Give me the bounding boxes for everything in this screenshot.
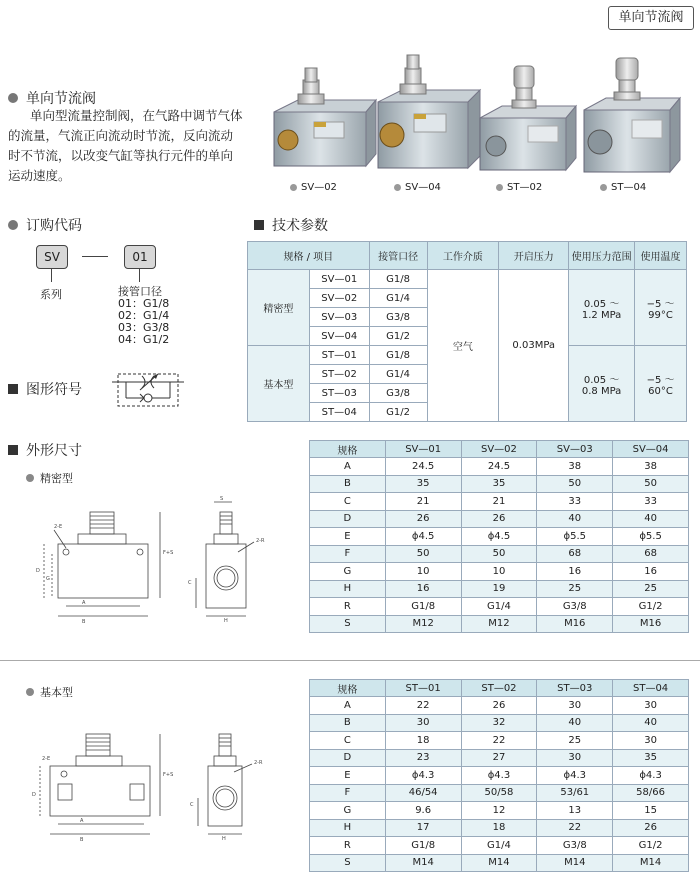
size-title: 接管口径: [118, 285, 162, 298]
dims-cell: 40: [537, 714, 613, 732]
tech-cell: G1/8: [369, 270, 427, 289]
dims-header: ST—04: [613, 680, 689, 697]
dims-row: [310, 749, 689, 767]
dims-cell: M14: [537, 854, 613, 872]
dims-cell: ϕ5.5: [613, 528, 689, 546]
order-heading-text: 订购代码: [26, 218, 82, 234]
dims-cell: 22: [537, 819, 613, 837]
dims-cell: 38: [537, 458, 613, 476]
basic-dims-body: [310, 697, 689, 872]
dims-cell: 12: [461, 802, 537, 820]
dims-cell: 50: [385, 545, 461, 563]
dims-cell: ϕ4.3: [461, 767, 537, 785]
dims-cell: G1/2: [613, 837, 689, 855]
bullet-square-icon: [8, 384, 18, 394]
size-option: 01：G1/8: [118, 297, 170, 310]
dims-cell: 22: [385, 697, 461, 715]
dims-cell: G3/8: [537, 837, 613, 855]
dims-cell: M16: [537, 615, 613, 633]
dims-row-label: A: [310, 458, 386, 476]
dims-cell: M14: [613, 854, 689, 872]
dims-cell: 40: [613, 714, 689, 732]
dims-cell: ϕ4.3: [537, 767, 613, 785]
dims-cell: M14: [461, 854, 537, 872]
product-sv04-image: [378, 55, 480, 168]
dims-cell: 26: [461, 510, 537, 528]
tech-cell: G1/2: [369, 403, 427, 422]
dims-heading-text: 外形尺寸: [26, 443, 82, 459]
dims-cell: 38: [613, 458, 689, 476]
pressure-range-cell: 0.05 ～ 1.2 MPa: [569, 270, 635, 346]
precision-label-text: 精密型: [40, 472, 73, 485]
dims-header: ST—03: [537, 680, 613, 697]
dims-heading: [8, 440, 82, 460]
dims-row: [310, 580, 689, 598]
tech-cell: SV—04: [309, 327, 369, 346]
tech-cell: G1/4: [369, 289, 427, 308]
dims-header: 规格: [310, 680, 386, 697]
dims-row: [310, 819, 689, 837]
dims-row-label: E: [310, 767, 386, 785]
dims-cell: 17: [385, 819, 461, 837]
product-st02-image: [480, 66, 576, 170]
dims-cell: M12: [461, 615, 537, 633]
dims-row-label: C: [310, 493, 386, 511]
pressure-range-cell: 0.05 ～ 0.8 MPa: [569, 346, 635, 422]
dims-cell: 21: [385, 493, 461, 511]
dims-row-label: B: [310, 714, 386, 732]
dims-row: [310, 837, 689, 855]
dims-row: [310, 545, 689, 563]
svg-text:F+S: F+S: [163, 550, 174, 556]
dims-row: [310, 563, 689, 581]
dims-cell: 26: [385, 510, 461, 528]
dims-cell: 16: [385, 580, 461, 598]
svg-text:C: C: [190, 802, 194, 808]
dims-row: [310, 732, 689, 750]
dims-header: SV—04: [613, 441, 689, 458]
dims-cell: 21: [461, 493, 537, 511]
basic-label-text: 基本型: [40, 686, 73, 699]
product-sv02-image: [274, 68, 376, 166]
dims-row-label: F: [310, 784, 386, 802]
dims-row: [310, 714, 689, 732]
dims-cell: ϕ4.3: [613, 767, 689, 785]
dims-row: [310, 615, 689, 633]
dims-cell: 30: [537, 749, 613, 767]
bullet-icon: [26, 688, 34, 696]
tech-table: [247, 241, 687, 422]
dims-cell: 46/54: [385, 784, 461, 802]
order-heading: [8, 215, 82, 235]
dims-row-label: G: [310, 802, 386, 820]
intro-line: 的流量，气流正向流动时节流，反向流动: [8, 128, 234, 143]
dims-row-label: S: [310, 854, 386, 872]
dims-cell: ϕ5.5: [537, 528, 613, 546]
dims-cell: 50: [537, 475, 613, 493]
dims-cell: 26: [613, 819, 689, 837]
dims-cell: M12: [385, 615, 461, 633]
dims-cell: 58/66: [613, 784, 689, 802]
dims-cell: 40: [537, 510, 613, 528]
dims-cell: 15: [613, 802, 689, 820]
temp-cell: −5 ～ 60°C: [635, 346, 687, 422]
dims-cell: 30: [385, 714, 461, 732]
section-divider: [0, 660, 700, 661]
flow-valve-symbol: [112, 370, 184, 410]
open-pressure-cell: 0.03MPa: [499, 270, 569, 422]
svg-text:F+S: F+S: [163, 772, 174, 778]
precision-label: [26, 470, 73, 486]
caption-st04: ST—04: [600, 182, 646, 193]
dims-cell: M16: [613, 615, 689, 633]
precision-dims-table: [309, 440, 689, 633]
dims-row: [310, 802, 689, 820]
svg-text:D: D: [36, 568, 40, 574]
dims-cell: 68: [537, 545, 613, 563]
dims-row: [310, 854, 689, 872]
dims-row: [310, 493, 689, 511]
precision-dims-body: [310, 458, 689, 633]
dims-row: [310, 458, 689, 476]
basic-drawing: [20, 716, 290, 856]
svg-text:C: C: [188, 580, 192, 586]
tech-header: 使用温度: [635, 242, 687, 270]
tech-cell: ST—04: [309, 403, 369, 422]
tech-cell: SV—02: [309, 289, 369, 308]
dims-header: SV—02: [461, 441, 537, 458]
svg-text:A: A: [80, 818, 84, 824]
dims-row: [310, 475, 689, 493]
svg-text:2-R: 2-R: [256, 538, 265, 544]
tech-cell: ST—01: [309, 346, 369, 365]
svg-text:B: B: [80, 837, 84, 843]
series-code-box: SV: [36, 245, 68, 269]
tech-cell: ST—02: [309, 365, 369, 384]
dims-cell: 25: [613, 580, 689, 598]
dims-cell: G1/8: [385, 837, 461, 855]
dims-cell: G3/8: [537, 598, 613, 616]
svg-text:H: H: [224, 618, 228, 624]
dims-cell: 33: [537, 493, 613, 511]
dims-row-label: F: [310, 545, 386, 563]
dims-row: [310, 697, 689, 715]
dims-cell: 24.5: [461, 458, 537, 476]
group-name: 精密型: [248, 270, 310, 346]
dims-cell: 35: [613, 749, 689, 767]
dims-cell: 16: [613, 563, 689, 581]
product-st04-image: [584, 58, 680, 172]
dims-cell: 23: [385, 749, 461, 767]
svg-text:S: S: [220, 496, 224, 502]
bullet-square-icon: [254, 220, 264, 230]
dims-cell: 13: [537, 802, 613, 820]
dims-cell: M14: [385, 854, 461, 872]
dims-row-label: S: [310, 615, 386, 633]
svg-text:2-E: 2-E: [54, 524, 63, 530]
dims-header: ST—01: [385, 680, 461, 697]
dims-cell: 27: [461, 749, 537, 767]
medium-cell: 空气: [427, 270, 499, 422]
dims-row-label: R: [310, 598, 386, 616]
temp-cell: −5 ～ 99°C: [635, 270, 687, 346]
size-option: 02：G1/4: [118, 309, 170, 322]
dims-cell: G1/2: [613, 598, 689, 616]
dims-cell: 19: [461, 580, 537, 598]
svg-text:G: G: [46, 576, 50, 582]
dims-cell: G1/8: [385, 598, 461, 616]
svg-text:D: D: [32, 792, 36, 798]
tech-cell: SV—03: [309, 308, 369, 327]
dims-row-label: H: [310, 580, 386, 598]
tech-cell: SV—01: [309, 270, 369, 289]
dims-row: [310, 784, 689, 802]
tech-cell: G1/8: [369, 346, 427, 365]
intro-heading: [8, 88, 96, 108]
dims-cell: ϕ4.3: [385, 767, 461, 785]
dims-row-label: C: [310, 732, 386, 750]
dims-row-label: R: [310, 837, 386, 855]
dims-cell: 68: [613, 545, 689, 563]
dims-cell: ϕ4.5: [461, 528, 537, 546]
bullet-icon: [8, 220, 18, 230]
svg-text:A: A: [82, 600, 86, 606]
series-label: 系列: [40, 288, 62, 301]
group-name: 基本型: [248, 346, 310, 422]
size-code-box: 01: [124, 245, 156, 269]
dims-cell: 18: [385, 732, 461, 750]
dims-cell: ϕ4.5: [385, 528, 461, 546]
precision-drawing: [20, 492, 290, 632]
dims-cell: 25: [537, 732, 613, 750]
dims-row: [310, 528, 689, 546]
bullet-square-icon: [8, 445, 18, 455]
svg-text:2-R: 2-R: [254, 760, 263, 766]
dims-header: 规格: [310, 441, 386, 458]
tech-header: 规格 / 项目: [248, 242, 370, 270]
tech-cell: G3/8: [369, 384, 427, 403]
dims-row-label: G: [310, 563, 386, 581]
dims-row-label: B: [310, 475, 386, 493]
dims-row-label: D: [310, 510, 386, 528]
dims-cell: 50: [613, 475, 689, 493]
dims-cell: 50/58: [461, 784, 537, 802]
tech-cell: ST—03: [309, 384, 369, 403]
dims-row-label: A: [310, 697, 386, 715]
symbol-heading-text: 图形符号: [26, 382, 82, 398]
dims-row-label: E: [310, 528, 386, 546]
dims-row-label: D: [310, 749, 386, 767]
dims-cell: G1/4: [461, 598, 537, 616]
dims-header: SV—03: [537, 441, 613, 458]
tech-cell: G3/8: [369, 308, 427, 327]
symbol-heading: [8, 379, 82, 399]
svg-text:2-E: 2-E: [42, 756, 51, 762]
size-option: 03：G3/8: [118, 321, 170, 334]
tech-cell: G1/4: [369, 365, 427, 384]
svg-text:H: H: [222, 836, 226, 842]
tech-cell: G1/2: [369, 327, 427, 346]
dims-row-label: H: [310, 819, 386, 837]
dims-cell: 53/61: [537, 784, 613, 802]
dims-cell: 22: [461, 732, 537, 750]
dims-row: [310, 598, 689, 616]
caption-st02: ST—02: [496, 182, 542, 193]
caption-sv04: SV—04: [394, 182, 441, 193]
dims-header: ST—02: [461, 680, 537, 697]
tech-header: 工作介质: [427, 242, 499, 270]
dims-header: SV—01: [385, 441, 461, 458]
svg-text:B: B: [82, 619, 86, 625]
size-leader: [139, 268, 140, 282]
tech-heading-text: 技术参数: [272, 218, 328, 234]
intro-paragraph: [8, 106, 258, 186]
intro-heading-text: 单向节流阀: [26, 91, 96, 107]
dims-cell: G1/4: [461, 837, 537, 855]
dims-cell: 35: [385, 475, 461, 493]
page-tag: 单向节流阀: [608, 6, 694, 30]
dims-cell: 30: [613, 732, 689, 750]
dims-cell: 24.5: [385, 458, 461, 476]
intro-line: 运动速度。: [8, 168, 71, 183]
dims-cell: 32: [461, 714, 537, 732]
code-dash: [82, 256, 108, 257]
tech-header: 开启压力: [499, 242, 569, 270]
dims-cell: 40: [613, 510, 689, 528]
dims-cell: 10: [461, 563, 537, 581]
dims-cell: 30: [537, 697, 613, 715]
tech-heading: [254, 215, 328, 235]
dims-cell: 30: [613, 697, 689, 715]
size-options: [118, 286, 169, 346]
dims-cell: 33: [613, 493, 689, 511]
dims-cell: 9.6: [385, 802, 461, 820]
bullet-icon: [8, 93, 18, 103]
dims-cell: 35: [461, 475, 537, 493]
dims-cell: 18: [461, 819, 537, 837]
intro-line: 时不节流，以改变气缸等执行元件的单向: [8, 148, 234, 163]
caption-sv02: SV—02: [290, 182, 337, 193]
dims-cell: 25: [537, 580, 613, 598]
basic-label: [26, 684, 73, 700]
dims-row: [310, 767, 689, 785]
series-leader: [51, 268, 52, 282]
dims-cell: 50: [461, 545, 537, 563]
bullet-icon: [26, 474, 34, 482]
dims-cell: 26: [461, 697, 537, 715]
dims-row: [310, 510, 689, 528]
dims-cell: 10: [385, 563, 461, 581]
intro-line: 单向型流量控制阀，在气路中调节气体: [30, 108, 243, 123]
tech-header: 接管口径: [369, 242, 427, 270]
dims-cell: 16: [537, 563, 613, 581]
size-option: 04：G1/2: [118, 333, 170, 346]
basic-dims-table: [309, 679, 689, 872]
tech-header: 使用压力范围: [569, 242, 635, 270]
product-photos: [258, 50, 698, 200]
